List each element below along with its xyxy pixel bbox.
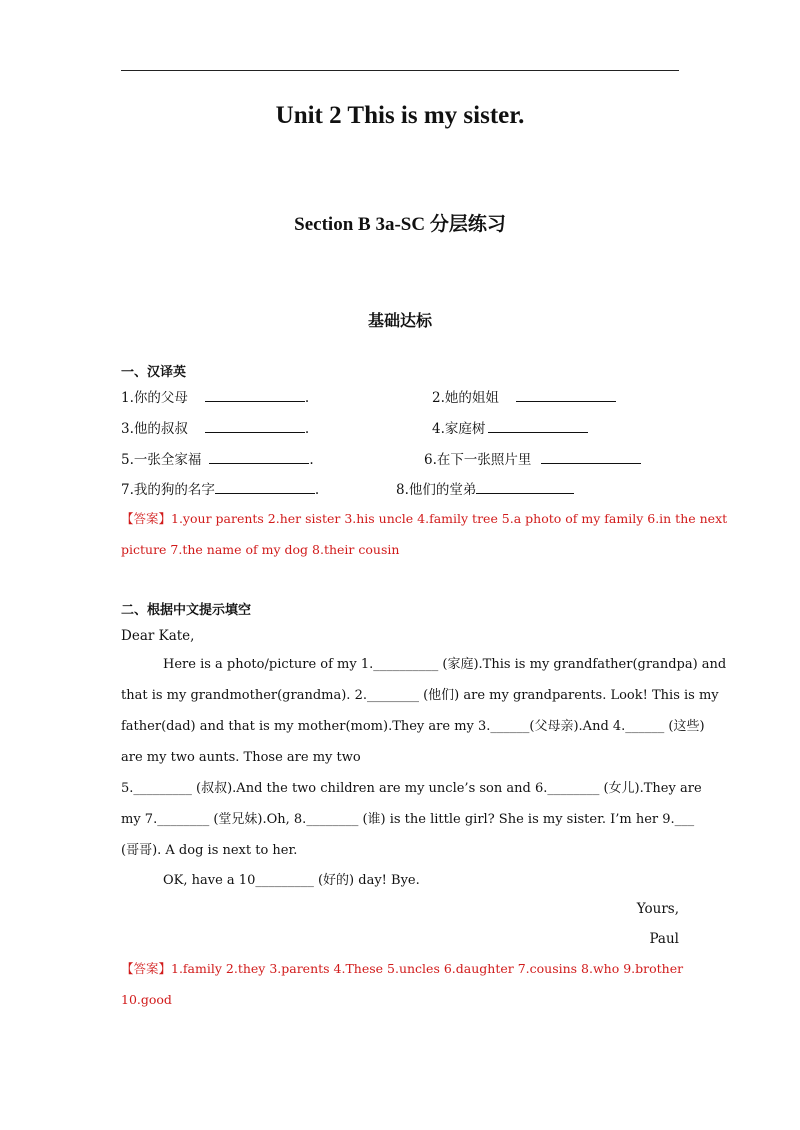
part1-item-5: 5.一张全家福 . [121,452,314,468]
document-title: Unit 2 This is my sister. [275,102,525,129]
letter-line-2: that is my grandmother(grandma). 2.________ (他们) are my grandparents. Look! This is my [121,688,719,703]
letter-line-7: (哥哥). A dog is next to her. [121,843,298,858]
letter-line-6: my 7.________ (堂兄妹).Oh, 8.________ (谁) is the little girl? She is my sister. I’m her 9.___ [121,812,695,827]
letter-greeting: Dear Kate, [121,628,195,644]
part1-heading: 一、汉译英 [121,365,187,380]
part1-item-4: 4.家庭树 [432,420,588,438]
letter-signature: Paul [649,931,679,947]
letter-line-3: father(dad) and that is my mother(mom).They are my 3.______(父母亲).And 4.______ (这些) [121,719,705,734]
section-subtitle: Section B 3a-SC 分层练习 [294,214,506,235]
level-heading: 基础达标 [367,311,432,330]
letter-line-4: are my two aunts. Those are my two [121,750,361,765]
part2-answer-line-2: 10.good [121,992,172,1007]
part1-item-7: 7.我的狗的名字 . [121,482,320,498]
letter-closing: Yours, [636,901,679,917]
part1-answer-line-1: 【答案】1.your parents 2.her sister 3.his uncle 4.family tree 5.a photo of my family 6.in the next [121,511,728,526]
part1-item-1: 1.你的父母 . [121,390,310,406]
part1-answer-line-2: picture 7.the name of my dog 8.their cousin [121,542,400,557]
part1-item-3: 3.他的叔叔 . [121,421,310,437]
header-rule [121,70,679,71]
part2-answer-line-1: 【答案】1.family 2.they 3.parents 4.These 5.uncles 6.daughter 7.cousins 8.who 9.brother [121,961,684,976]
part2-heading: 二、根据中文提示填空 [121,603,252,618]
letter-line-1: Here is a photo/picture of my 1.__________ (家庭).This is my grandfather(grandpa) and [163,657,727,672]
part1-item-6: 6.在下一张照片里 [424,451,641,469]
letter-line-8: OK, have a 10_________ (好的) day! Bye. [163,873,420,888]
letter-line-5: 5._________ (叔叔).And the two children are my uncle’s son and 6.________ (女儿).They are [121,781,702,796]
part1-item-2: 2.她的姐姐 [432,389,616,407]
part1-item-8: 8.他们的堂弟 [396,481,574,499]
